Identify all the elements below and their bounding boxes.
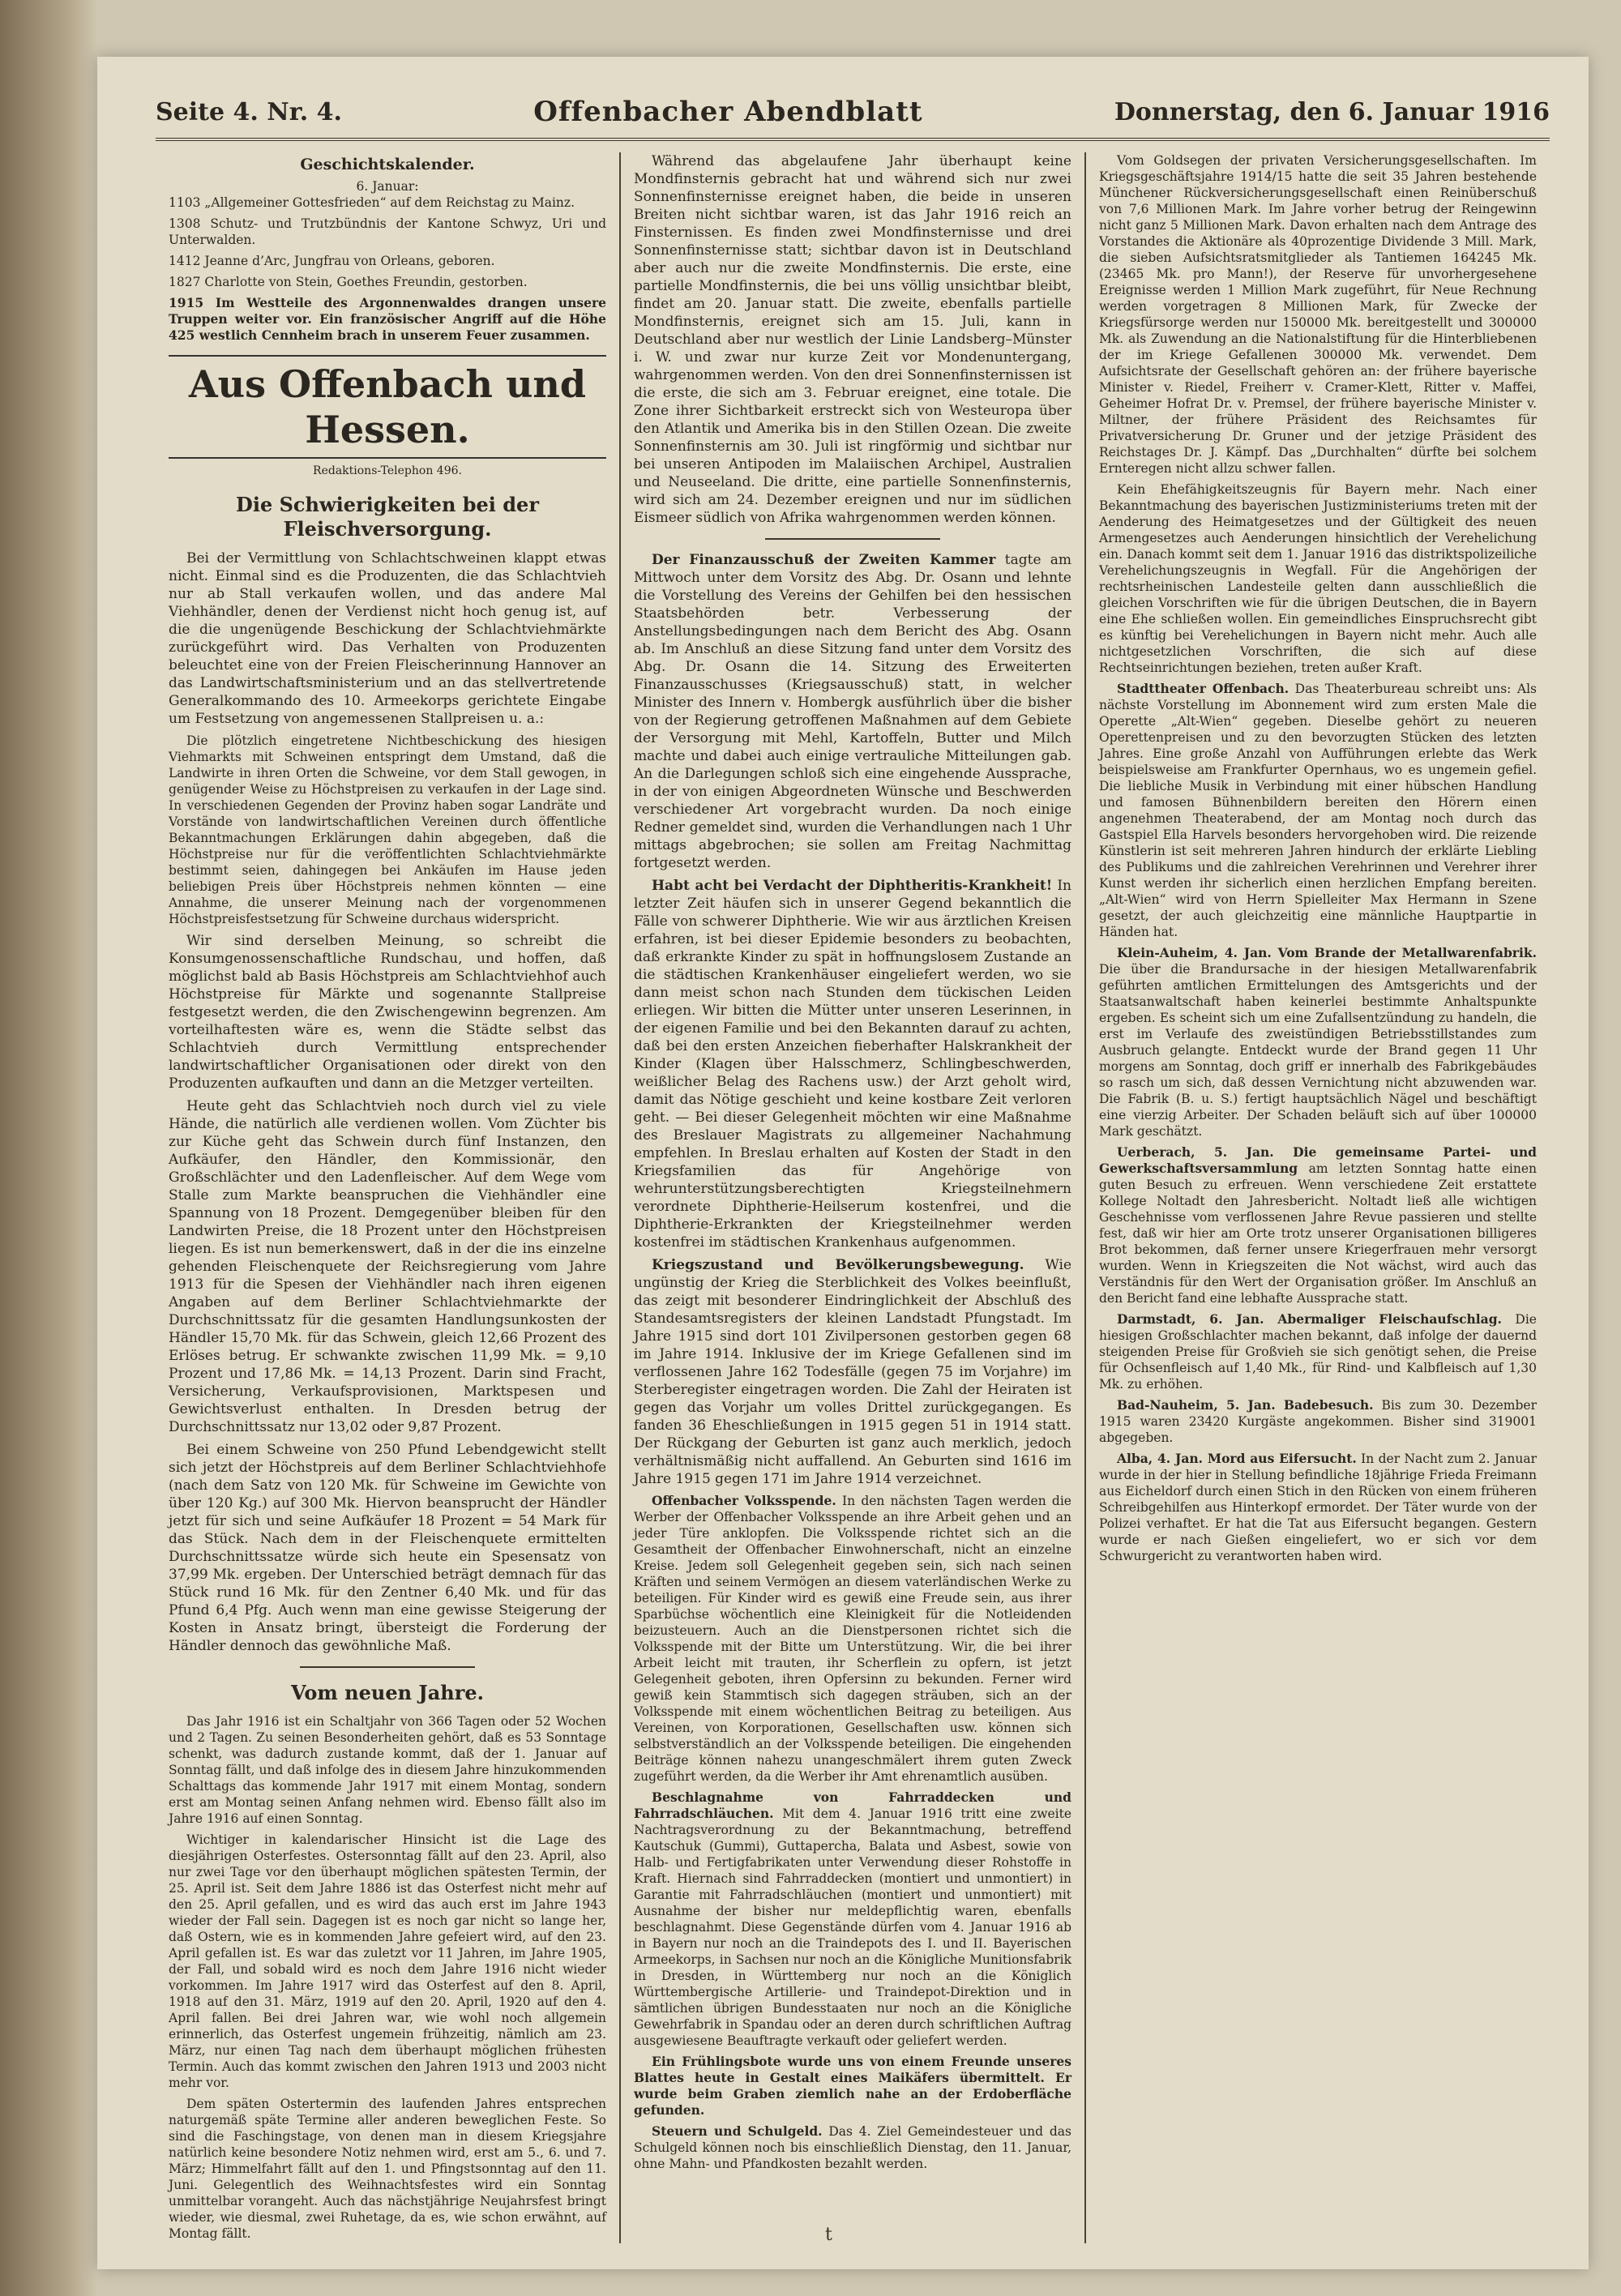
article-paragraph: Dem späten Ostertermin des laufenden Jahres entsprechen naturgemäß späte Termine aller anderen beweglichen Feste. So sind die Faschingstage, von denen man in diesem Kriegsjahre natürlich keine besondere Notiz nehmen wird, erst am 5., 6. und 7. März; Himmelfahrt fällt auf den 1. und Pfingstsonntag auf den 11. Juni. Gelegentlich des Weihnachtsfestes wird ein Sonntag unmittelbar vorangeht. Auch das nächstjährige Neujahrsfest bringt wieder, wie diesmal, zwei Ruhetage, da es, wie schon erwähnt, auf Montag fällt. — [169, 2097, 606, 2241]
article-paragraph: Bei der Vermittlung von Schlachtschweinen klappt etwas nicht. Einmal sind es die Produzenten, die das Schlachtvieh nur ab Stall verkaufen wollen, und das andere Mal Viehhändler, denen der Verdienst nicht hoch genug ist, auf die die ungenügende Beschickung der Schlachtviehmärkte zurückgeführt wird. Das Verhalten von Produzenten beleuchtet eine von der Freien Fleischerinnung Hannover an das Landwirtschaftsministerium und an das stellvertretende Generalkommando des 10. Armeekorps gerichtete Eingabe um Festsetzung von angemessenen Stallpreisen u. a.: — [169, 550, 606, 727]
article-paragraph: Ein Frühlingsbote wurde uns von einem Freunde unseres Blattes heute in Gestalt eines Maikäfers übermittelt. Er wurde beim Graben ziemlich nahe an der Erdoberfläche gefunden. — [634, 2054, 1071, 2118]
history-calendar-date: 6. Januar: — [356, 179, 419, 194]
masthead — [156, 86, 1550, 141]
issue-date: Donnerstag, den 6. Januar 1916 — [1114, 97, 1550, 126]
article-paragraph: Das 4. Ziel Gemeindesteuer und das Schulgeld können noch bis einschließlich Dienstag, den 11. Januar, ohne Mahn- und Pfandkosten bezahlt werden. — [634, 2124, 1071, 2171]
article-paragraph: tagte am Mittwoch unter dem Vorsitz des Abg. Dr. Osann und lehnte die Vorstellung des Vereins der Gehilfen bei den hessischen Staatsbehörden betr. Verbesserung der Anstellungsbedingungen nach dem Bericht des Abg. Osann ab. Im Anschluß an diese Sitzung fand unter dem Vorsitz des Abg. Dr. Osann die 14. Sitzung des Erweiterten Finanzausschusses (Kriegsausschuß) statt, in welcher Minister des Innern v. Hombergk ausführlich über die bisher von der Regierung getroffenen Maßnahmen auf dem Gebiete der Versorgung mit Mehl, Kartoffeln, Butter und Milch machte und dabei auch einige vertrauliche Mitteilungen gab. An die Darlegungen schloß sich eine eingehende Aussprache, in der von einigen Abgeordneten Wünsche und Beschwerden verschiedener Art vorgebracht wurden. Da noch einige Redner gemeldet sind, wurden die Verhandlungen nach 1 Uhr mittags abgebrochen; sie sollen am Freitag Nachmittag fortgesetzt werden. — [634, 552, 1072, 871]
article-title: Alba, 4. Jan. Mord aus Eifersucht. — [1117, 1451, 1357, 1466]
article-paragraph: Bei einem Schweine von 250 Pfund Lebendgewicht stellt sich jetzt der Höchstpreis auf dem Berliner Schlachtviehhofe (nach dem Satz von 120 Mk. für Schweine im Gewichte von über 120 Kg.) auf 300 Mk. Hiervon beansprucht der Händler jetzt für sich und seine Aufkäufer 18 Prozent = 54 Mark für das Stück. Nach dem in der Fleischenquete ermittelten Durchschnittssatze würde sich heute ein Spesensatz von 37,99 Mk. ergeben. Der Unterschied beträgt demnach für das Stück rund 16 Mk. für den Zentner 6,40 Mk. und für das Pfund 6,4 Pfg. Auch wenn man eine gewisse Steigerung der Kosten in Ansatz bringt, übersteigt die Forderung der Händler dennoch das gewöhnliche Maß. — [169, 1442, 606, 1654]
article-paragraph: Vom Goldsegen der privaten Versicherungsgesellschaften. Im Kriegsgeschäftsjahre 1914/15 hatte die seit 35 Jahren bestehende Münchener Rückversicherungsgesellschaft einen Reinüberschuß von 7,6 Millionen Mark. Im Jahre vorher betrug der Reingewinn nicht ganz 5 Millionen Mark. Davon erhalten nach dem Antrage des Vorstandes die Aktionäre als 40prozentige Dividende 3 Mill. Mark, die sieben Aufsichtsratsmitglieder als Tantiemen 164245 Mk. (23465 Mk. pro Mann!), der Reserve für unvorhergesehene Ereignisse werden 1 Million Mark zugeführt, für Neue Rechnung werden vorgetragen 8 Millionen Mark, für Zwecke der Kriegsfürsorge werden nur 150000 Mk. bereitgestellt und 300000 Mk. als Zuwendung an die Nationalstiftung für die Hinterbliebenen der im Kriege Gefallenen 300000 Mk. verwendet. Dem Aufsichtsrate der Gesellschaft gehören an: der frühere bayerische Minister v. Riedel, Freiherr v. Cramer-Klett, Ritter v. Maffei, Geheimer Hofrat Dr. v. Premsel, der frühere bayerische Minister v. Miltner, der frühere Präsident des Reichsamtes für Privatversicherung Dr. Gruner und der jetzige Präsident des Reichstages Dr. J. Kämpf. Das „Durchhalten“ dürfte bei solchem Ernteregen nicht allzu schwer fallen. — [1099, 153, 1537, 476]
article-title: Bad-Nauheim, 5. Jan. Badebesuch. — [1117, 1397, 1374, 1413]
article-paragraph: Kein Ehefähigkeitszeugnis für Bayern mehr. Nach einer Bekanntmachung des bayerischen Justizministeriums treten mit der Aenderung des Heimatgesetzes und der Gültigkeit des neuen Armengesetzes auch Aenderungen hinsichtlich der Verehelichung ein. Danach kommt seit dem 1. Januar 1916 das distriktspolizeiliche Verehelichungszeugnis in Wegfall. Für die Angehörigen der rechtsrheinischen Landesteile gelten dann ausschließlich die gleichen Vorschriften wie für die übrigen Deutschen, die in Bayern eine Ehe schließen wollen. Ein gemeindliches Einspruchsrecht gibt es künftig bei Verehelichungen in Bayern nicht mehr. Auch alle nichtgesetzlichen Vorschriften, die sich auf diese Rechtseinrichtungen beziehen, treten außer Kraft. — [1099, 482, 1537, 675]
article-paragraph: In der Nacht zum 2. Januar wurde in der hier in Stellung befindliche 18jährige Frieda Freimann aus Eicheldorf durch einen Stich in den Rücken von einem früheren Schreibgehilfen aus Hinterkopf ermordet. Der Täter wurde von der Polizei verhaftet. Er hat die Tat aus Eifersucht begangen. Gestern wurde er nach Gießen eingeliefert, wo er sich vor dem Schwurgericht zu verantworten haben wird. — [1099, 1452, 1537, 1563]
article-paragraph: Bis zum 30. Dezember 1915 waren 23420 Kurgäste angekommen. Bisher sind 319001 abgegeben. — [1099, 1398, 1537, 1445]
article-paragraph: Wir sind derselben Meinung, so schreibt die Konsumgenossenschaftliche Rundschau, und hoffen, daß möglichst bald ab Basis Höchstpreis am Schlachtviehhof auch Höchstpreise für Märkte und sogenannte Stallpreise festgesetzt werden, die den Zwischengewinn begrenzen. Am vorteilhaftesten wäre es, wenn die Städte selbst das Schlachtvieh durch Vermittlung entsprechender landwirtschaftlicher Organisationen oder direkt von den Produzenten aufkauften und dann an die Metzger verteilten. — [169, 933, 606, 1092]
article-paragraph: Während das abgelaufene Jahr überhaupt keine Mondfinsternis gebracht hat und während sich nur zwei Sonnenfinsternisse ereignet haben, die beide in unseren Breiten nicht sichtbar waren, ist das Jahr 1916 reich an Finsternissen. Es finden zwei Mondfinsternisse und drei Sonnenfinsternisse statt; sichtbar davon ist in Deutschland aber auch nur die zweite Mondfinsternis. Die erste, eine partielle Mondfinsternis, die bei uns völlig unsichtbar bleibt, findet am 20. Januar statt. Die zweite, ebenfalls partielle Mondfinsternis, ereignet sich am 15. Juli, kann in Deutschland aber nur westlich der Linie Landsberg–Münster i. W. und zwar nur kurze Zeit vor Mondenuntergang, wahrgenommen werden. Von den drei Sonnenfinsternissen ist die erste, die sich am 3. Februar ereignet, eine totale. Die Zone ihrer Sichtbarkeit erstreckt sich von Westeuropa über den Atlantik und Amerika bis in den Stillen Ozean. Die zweite Sonnenfinsternis am 30. Juli ist ringförmig und sichtbar nur bei unseren Antipoden im Malaiischen Archipel, Australien und Neuseeland. Die dritte, eine partielle Sonnenfinsternis, wird sich am 24. Dezember ereignen und nur im südlichen Eismeer südlich von Afrika wahrgenommen werden können. — [634, 153, 1071, 526]
editorial-phone: Redaktions-Telephon 496. — [313, 464, 462, 477]
article-title: Stadttheater Offenbach. — [1117, 681, 1290, 696]
article-title: Darmstadt, 6. Jan. Abermaliger Fleischaufschlag. — [1117, 1311, 1502, 1327]
article-paragraph: Wichtiger in kalendarischer Hinsicht ist die Lage des diesjährigen Osterfestes. Ostersonntag fällt auf den 23. April, also nur zwei Tage vor den überhaupt möglichen spätesten Termin, der 25. April ist. Seit dem Jahre 1886 ist das Osterfest nicht mehr auf den 25. April gefallen, und es wird das auch erst im Jahre 1943 wieder der Fall sein. Dagegen ist es noch gar nicht so lange her, daß Ostern, wie es in kommenden Jahre gefeiert wird, auf den 23. April gefallen ist. Es war das zuletzt vor 11 Jahren, im Jahre 1905, der Fall, und sobald wird es noch dem Jahre 1916 nicht wieder vorkommen. Im Jahre 1917 wird das Osterfest auf den 8. April, 1918 auf den 31. März, 1919 auf den 20. April, 1920 auf den 4. April fallen. Bei drei Jahren war, wie wohl noch allgemein erinnerlich, das Osterfest ungemein frühzeitig, nämlich am 23. März, nur einen Tag nach dem überhaupt möglichen frühesten Termin. Auch das kommt zwischen den Jahren 1913 und 2003 nicht mehr vor. — [169, 1832, 606, 2090]
article-title: Beschlagnahme von Fahrraddecken und Fahrradschläuchen. — [634, 1789, 1071, 1821]
article-paragraph: In den nächsten Tagen werden die Werber der Offenbacher Volksspende an ihre Arbeit gehen und an jeder Türe anklopfen. Die Volksspende richtet sich an die Gesamtheit der Offenbacher Einwohnerschaft, nicht an einzelne Kreise. Jedem soll Gelegenheit gegeben sein, sich nach seinen Kräften und seinem Vermögen an diesem vaterländischen Werke zu beteiligen. Für Kinder wird es gewiß eine Freude sein, aus ihrer Sparbüchse wöchentlich eine Kleinigkeit für die Notleidenden beizusteuern. Auch an die Dienstpersonen richtet sich die Volksspende mit der Bitte um Unterstützung. Wir, die bei ihrer Arbeit leicht mit trauten, ihr Scherflein zu opfern, ist jetzt Gelegenheit geboten, ihren Opfersinn zu bekunden. Ferner wird gewiß kein Stammtisch sich dagegen sträuben, sich an der Volksspende mit einem wöchentlichen Beitrag zu beteiligen. Aus Vereinen, von Korporationen, Gesellschaften usw. können sich selbstverständlich an der Volksspende beteiligen. Die eingehenden Beiträge können nahezu unangeschmälert ihrem guten Zweck zugeführt werden, da die Werber ihr Amt ehrenamtlich ausüben. — [634, 1494, 1071, 1784]
column-2 — [621, 152, 1086, 2243]
article-title: Klein-Auheim, 4. Jan. Vom Brande der Metallwarenfabrik. — [1117, 945, 1537, 960]
history-item: 1412 Jeanne d’Arc, Jungfrau von Orleans, geboren. — [169, 254, 495, 268]
divider — [300, 1666, 475, 1668]
page-number: Seite 4. Nr. 4. — [156, 97, 342, 126]
article-paragraph: In letzter Zeit häufen sich in unserer Gegend bekanntlich die Fälle von schwerer Diphtherie. Wie wir aus ärztlichen Kreisen erfahren, ist bei dieser Epidemie besonders zu beobachten, daß erkrankte Kinder zu spät in hoffnungslosem Zustande an die städtischen Krankenhäuser eingeliefert werden, wo sie dann meist schon nach Stunden dem tückischen Leiden erliegen. Wir bitten die Mütter unter unseren Leserinnen, in der eigenen Familie und bei den Bekannten darauf zu achten, daß bei den ersten Anzeichen fieberhafter Halskrankheit der Kinder (Klagen über Halsschmerz, Schlingbeschwerden, weißlicher Belag des Rachens usw.) der Arzt geholt wird, damit das Nötige geschieht und keine kostbare Zeit verloren geht. — Bei dieser Gelegenheit möchten wir eine Maßnahme des Breslauer Magistrats zu allgemeiner Nachahmung empfehlen. In Breslau erhalten auf Kosten der Stadt in den Kriegsfamilien das für Angehörige von wehrunterstützungsberechtigten Kriegsteilnehmern verordnete Diphtherie-Heilserum kostenfrei, und die Diphtherie-Erkrankten der Kriegsteilnehmer werden kostenfrei im städtischen Krankenhaus aufgenommen. — [634, 878, 1071, 1251]
article-paragraph: Heute geht das Schlachtvieh noch durch viel zu viele Hände, die natürlich alle verdienen wollen. Vom Züchter bis zur Küche geht das Schwein durch fünf Instanzen, den Aufkäufer, den Händler, den Kommissionär, den Großschlächter und den Ladenfleischer. Auf dem Wege vom Stalle zum Markte beanspruchen die Viehhändler eine Spannung von 18 Prozent. Demgegenüber bleiben für den Landwirten Preise, die 18 Prozent unter den Höchstpreisen liegen. Es ist nun bemerkenswert, daß in der die ins einzelne gehenden Fleischenquete der Reichsregierung vom Jahre 1913 für die Spesen der Viehhändler nach ihren eigenen Angaben auf dem Berliner Schlachtviehmarkte der Durchschnittssatz für die gesamten Handlungsunkosten der Händler 15,70 Mk. für das Schwein, gleich 12,66 Prozent des Erlöses betrug. Er schwankte zwischen 11,99 Mk. = 9,10 Prozent und 17,86 Mk. = 14,13 Prozent. Darin sind Fracht, Versicherung, Verkaufsprovisionen, Marktspesen und Gewichtsverlust enthalten. In Dresden betrug der Durchschnittssatz nur 13,02 oder 9,87 Prozent. — [169, 1098, 606, 1435]
article-paragraph: am letzten Sonntag hatte einen guten Besuch zu erfreuen. Wenn verschiedene Zeit erstattete Kollege Noltadt den Jahresbericht. Noltadt ließ alle wichtigen Geschehnisse vom verflossenen Jahre Revue passieren und stellte fest, daß wir hier am Orte trotz unserer Organisationen billigeres Brot bekommen, daß ferner unsere Kriegerfrauen mehr versorgt wurden. Wenn in Kriegszeiten die Not wächst, wird auch das Verständnis für den Wert der Organisation größer. Im Anschluß an den Bericht fand eine lebhafte Aussprache statt. — [1099, 1161, 1537, 1306]
article-title: Offenbacher Volksspende. — [652, 1493, 836, 1508]
column-1 — [156, 152, 621, 2243]
article-paragraph: Das Jahr 1916 ist ein Schaltjahr von 366 Tagen oder 52 Wochen und 2 Tagen. Zu seinen Besonderheiten gehört, daß es 53 Sonntage schenkt, was dadurch zustande kommt, daß der 1. Januar auf Sonntag fällt, und daß infolge des in diesem Jahre hinzukommenden Schalttags das kommende Jahr 1917 mit einem Montag, sondern erst am Montag seinen Anfang nehmen wird. Ebenso fällt also im Jahre 1916 auf einen Sonntag. — [169, 1714, 606, 1826]
article-title: Kriegszustand und Bevölkerungsbewegung. — [652, 1257, 1024, 1273]
article-title: Der Finanzausschuß der Zweiten Kammer — [652, 552, 996, 568]
article-title: Steuern und Schulgeld. — [652, 2123, 823, 2139]
article-title: Die Schwierigkeiten bei der Fleischversorgung. — [236, 493, 539, 541]
quoted-paragraph: Die plötzlich eingetretene Nichtbeschickung des hiesigen Viehmarkts mit Schweinen entspringt dem Umstand, daß die Landwirte in ihren Orten die Schweine, vor dem Stall gewogen, in genügender Weise zu Höchstpreisen zu verkaufen in der Lage sind. In verschiedenen Gegenden der Provinz haben sogar Landräte und Vorstände von landwirtschaftlichen Vereinen durch öffentliche Bekanntmachungen Erklärungen dahin abgegeben, daß die Höchstpreise nur für die veröffentlichten Schlachtviehmärkte bestimmt seien, dahingegen bei Ankäufen im Hause jeden beliebigen Preis über Höchstpreis nehmen könnten — eine Annahme, die unserer Meinung nach der vorgenommenen Höchstpreisfestsetzung für Schweine durchaus widerspricht. — [169, 733, 606, 926]
article-title: Habt acht bei Verdacht der Diphtheritis-Krankheit! — [652, 878, 1053, 894]
divider — [765, 538, 940, 540]
history-item: 1827 Charlotte von Stein, Goethes Freundin, gestorben. — [169, 275, 528, 289]
history-item: 1308 Schutz- und Trutzbündnis der Kantone Schwyz, Uri und Unterwalden. — [169, 216, 606, 247]
article-title: Vom neuen Jahre. — [290, 1681, 485, 1704]
article-paragraph: Die über die Brandursache in der hiesigen Metallwarenfabrik geführten amtlichen Ermittelungen des Amtsgerichts und der Staatsanwaltschaft haben keinerlei bestimmte Anhaltspunkte ergeben. Es scheint sich um eine Zufallsentzündung zu handeln, die erst im Verlaufe des zweistündigen Betriebsstillstandes zum Ausbruch gelangte. Entdeckt wurde der Brand gegen 11 Uhr morgens am Sonntag, doch griff er innerhalb des Fabrikgebäudes so rasch um sich, daß dessen Vernichtung nicht abzuwenden war. Die Fabrik (B. u. S.) fertigt hauptsächlich Nägel und beschäftigt eine vierzig Arbeiter. Der Schaden beläuft sich auf über 100000 Mark geschätzt. — [1099, 962, 1537, 1139]
book-binding-edge — [0, 0, 97, 2296]
history-item: 1915 Im Westteile des Argonnenwaldes drangen unsere Truppen weiter vor. Ein französischer Angriff auf die Höhe 425 westlich Cennheim brach in unserem Feuer zusammen. — [169, 295, 606, 343]
article-paragraph: Mit dem 4. Januar 1916 tritt eine zweite Nachtragsverordnung zu der Bekanntmachung, betreffend Kautschuk (Gummi), Guttapercha, Balata und Asbest, sowie von Halb- und Fertigfabrikaten unter Verwendung dieser Rohstoffe in Kraft. Hiernach sind Fahrraddecken (montiert und unmontiert) in Garantie mit Fahrradschläuchen (montiert und unmontiert) mit Ausnahme der bisher nur meldepflichtig waren, ebenfalls beschlagnahmt. Diese Gegenstände dürfen vom 4. Januar 1916 ab in Bayern nur noch an die Traindepots des I. und II. Bayerischen Armeekorps, in Sachsen nur noch an die Königliche Munitionsfabrik in Dresden, in Württemberg nur noch an die Königlich Württembergische Artillerie- und Traindepot-Direktion und in sämtlichen übrigen Bundesstaaten nur noch an die Königliche Gewehrfabrik in Spandau oder an deren durch schriftlichen Auftrag ausgewiesene Beauftragte verkauft oder geliefert werden. — [634, 1806, 1071, 2048]
article-title: Uerberach, 5. Jan. Die gemeinsame Partei- und Gewerkschaftsversammlung — [1099, 1144, 1537, 1176]
section-title: Aus Offenbach und Hessen. — [169, 355, 606, 459]
page-footer-mark: t — [825, 2225, 832, 2245]
history-calendar-title: Geschichtskalender. — [300, 156, 475, 173]
newspaper-title: Offenbacher Abendblatt — [533, 96, 923, 128]
article-paragraph: Wie ungünstig der Krieg die Sterblichkeit des Volkes beeinflußt, das zeigt mit besonderer Eindringlichkeit der Abschluß des Standesamtsregisters der kleinen Landstadt Pfungstadt. Im Jahre 1915 sind dort 101 Zivilpersonen gestorben gegen 68 im Jahre 1914. Inklusive der im Kriege Gefallenen sind im verflossenen Jahre 162 Todesfälle (gegen 75 im Vorjahre) im Sterberegister eingetragen worden. Die Zahl der Heiraten ist gegen das Vorjahr um volles Drittel zurückgegangen. Es fanden 36 Eheschließungen in 1915 gegen 51 in 1914 statt. Der Rückgang der Geburten ist ganz auch merklich, jedoch verhältnismäßig nicht auffallend. An Geburten sind 1616 im Jahre 1915 gegen 171 im Jahre 1914 verzeichnet. — [634, 1257, 1071, 1487]
article-paragraph: Das Theaterbureau schreibt uns: Als nächste Vorstellung im Abonnement wird zum ersten Male die Operette „Alt-Wien“ gegeben. Dieselbe gehört zu neueren Operettenpreisen und zu den bevorzugten Stücken des letzten Jahres. Eine große Anzahl von Aufführungen erlebte das Werk beispielsweise am Frankfurter Opernhaus, wo es ungemein gefiel. Die liebliche Musik in Verbindung mit einer hübschen Handlung und famosen Bühnenbildern bereiten den Hörern einen angenehmen Theaterabend, der am Montag noch durch das Gastspiel Ella Harvels besonders hervorgehoben wird. Die reizende Künstlerin ist seit mehreren Jahren hindurch der erklärte Liebling des Publikums und die zahlreichen Verehrinnen und Verehrer ihrer Kunst werden ihr sicherlich einen herzlichen Empfang bereiten. „Alt-Wien“ wird von Herrn Spielleiter Max Hermann in Szene gesetzt, der auch gleichzeitig eine männliche Hauptpartie in Händen hat. — [1099, 682, 1537, 939]
history-item: 1103 „Allgemeiner Gottesfrieden“ auf dem Reichstag zu Mainz. — [169, 195, 575, 210]
column-3 — [1086, 152, 1550, 2243]
newspaper-page — [97, 57, 1589, 2269]
columns — [156, 152, 1550, 2243]
article-paragraph: Die hiesigen Großschlachter machen bekannt, daß infolge der dauernd steigenden Preise für Großvieh sie sich genötigt sehen, die Preise für Ochsenfleisch auf 1,40 Mk., für Rind- und Kalbfleisch auf 1,30 Mk. zu erhöhen. — [1099, 1312, 1537, 1392]
